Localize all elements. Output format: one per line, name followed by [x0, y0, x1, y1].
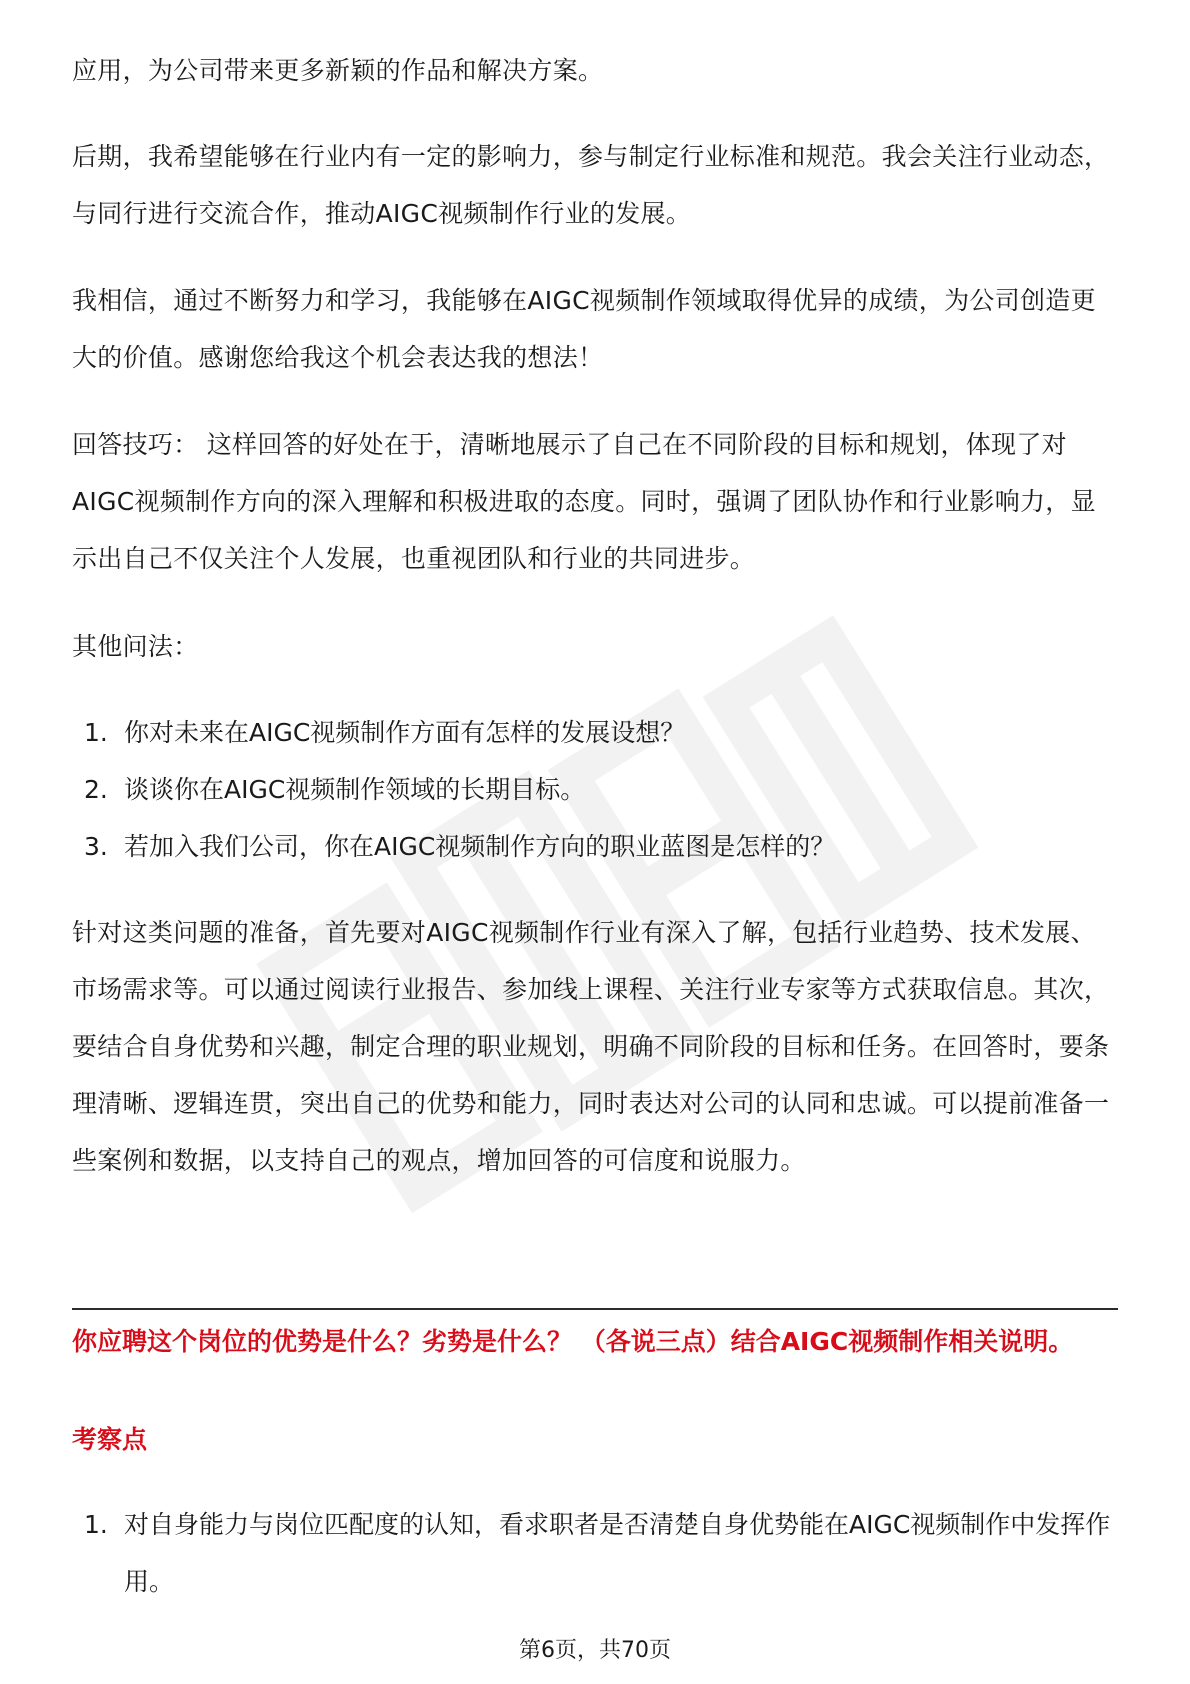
- list-item-text: 对自身能力与岗位匹配度的认知，看求职者是否清楚自身优势能在AIGC视频制作中发挥作用。: [124, 1510, 1111, 1596]
- list-item: [72, 818, 1118, 875]
- list-number: 1.: [84, 1510, 108, 1539]
- other-questions-list: [72, 704, 1118, 875]
- assessment-points-list: [72, 1496, 1118, 1610]
- section-divider: [72, 1308, 1118, 1310]
- list-item-text: 你对未来在AIGC视频制作方面有怎样的发展设想？: [124, 718, 686, 747]
- list-item: [72, 704, 1118, 761]
- list-item: [72, 761, 1118, 818]
- paragraph-1: 应用，为公司带来更多新颖的作品和解决方案。: [72, 56, 604, 85]
- question-heading: 你应聘这个岗位的优势是什么？劣势是什么？ （各说三点）结合AIGC视频制作相关说明。: [72, 1327, 1074, 1356]
- page-footer: 第6页，共70页: [519, 1638, 671, 1663]
- list-item-text: 谈谈你在AIGC视频制作领域的长期目标。: [124, 775, 586, 804]
- list-number: 1.: [84, 718, 108, 747]
- paragraph-3: 我相信，通过不断努力和学习，我能够在AIGC视频制作领域取得优异的成绩，为公司创造更大的价值。感谢您给我这个机会表达我的想法！: [72, 286, 1096, 372]
- list-item: [72, 1496, 1118, 1610]
- list-number: 3.: [84, 832, 108, 861]
- assessment-points-heading: 考察点: [72, 1425, 148, 1454]
- preparation-paragraph: 针对这类问题的准备，首先要对AIGC视频制作行业有深入了解，包括行业趋势、技术发展、市场需求等。可以通过阅读行业报告、参加线上课程、关注行业专家等方式获取信息。其次，要结合自身优势和兴趣，制定合理的职业规划，明确不同阶段的目标和任务。在回答时，要条理清晰、逻辑连贯，突出自己的优势和能力，同时表达对公司的认同和忠诚。可以提前准备一些案例和数据，以支持自己的观点，增加回答的可信度和说服力。: [72, 918, 1110, 1175]
- other-questions-label: 其他问法：: [72, 632, 199, 661]
- paragraph-2: 后期，我希望能够在行业内有一定的影响力，参与制定行业标准和规范。我会关注行业动态，与同行进行交流合作，推动AIGC视频制作行业的发展。: [72, 142, 1110, 228]
- list-item-text: 若加入我们公司，你在AIGC视频制作方向的职业蓝图是怎样的？: [124, 832, 836, 861]
- list-number: 2.: [84, 775, 108, 804]
- answer-tips-paragraph: 回答技巧： 这样回答的好处在于，清晰地展示了自己在不同阶段的目标和规划，体现了对AIGC视频制作方向的深入理解和积极进取的态度。同时，强调了团队协作和行业影响力，显示出自己不仅关注个人发展，也重视团队和行业的共同进步。: [72, 430, 1096, 573]
